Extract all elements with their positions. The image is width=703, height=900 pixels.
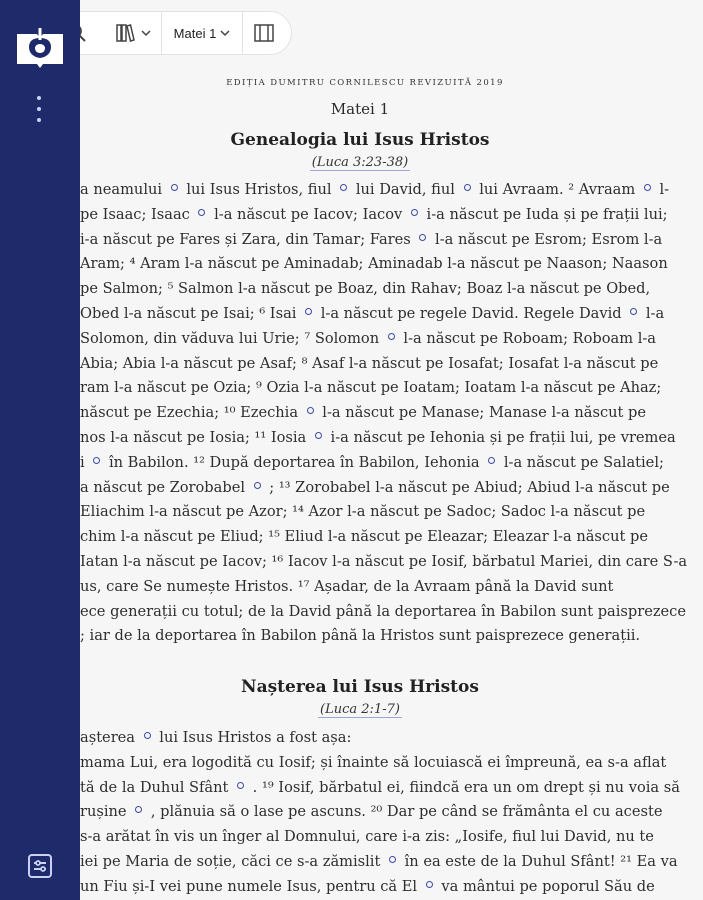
- book-chapter-label: Matei 1: [173, 25, 217, 41]
- footnote-marker-icon[interactable]: [340, 184, 347, 191]
- verse-line: i în Babilon. ¹² După deportarea în Babilon, Iehonia l-a născut pe Salatiel;: [80, 453, 664, 471]
- footnote-marker-icon[interactable]: [488, 457, 495, 464]
- verse-line: iei pe Maria de soție, căci ce s-a zămislit în ea este de la Duhul Sfânt! ²¹ Ea va: [80, 853, 678, 870]
- verse-line: pe Isaac; Isaac l-a născut pe Iacov; Iacov i-a născut pe Iuda și pe frații lui;: [80, 205, 668, 223]
- versions-button[interactable]: [115, 22, 151, 44]
- footnote-marker-icon[interactable]: [419, 234, 426, 241]
- verse-line: ram l-a născut pe Ozia; ⁹ Ozia l-a născut pe Ioatam; Ioatam l-a născut pe Ahaz;: [80, 379, 662, 397]
- footnote-marker-icon[interactable]: [307, 407, 314, 414]
- section-heading: Genealogia lui Isus Hristos: [230, 130, 490, 150]
- footnote-marker-icon[interactable]: [171, 184, 178, 191]
- verse-line: un Fiu și-I vei pune numele Isus, pentru că El va mântui pe poporul Său de: [80, 877, 655, 895]
- footnote-marker-icon[interactable]: [93, 457, 100, 464]
- section-reference-link[interactable]: (Luca 2:1-7): [320, 702, 400, 717]
- verse-line: Aram; ⁴ Aram l-a născut pe Aminadab; Aminadab l-a născut pe Naason; Naason: [80, 255, 668, 273]
- verse-line: Obed l-a născut pe Isai; ⁶ Isai l-a născut pe regele David. Regele David l-a: [80, 305, 665, 322]
- footnote-marker-icon[interactable]: [388, 333, 395, 340]
- verse-line: Abia; Abia l-a născut pe Asaf; ⁸ Asaf l-a născut pe Iosafat; Iosafat l-a născut pe: [80, 354, 659, 372]
- reader-toolbar: [52, 11, 292, 55]
- footnote-marker-icon[interactable]: [305, 308, 312, 315]
- chevron-down-icon: [141, 28, 151, 38]
- verse-line: rușine , plănuia să o lase pe ascuns. ²⁰ Dar pe când se frământa el cu aceste: [80, 803, 663, 821]
- verse-line: nos l-a născut pe Iosia; ¹¹ Iosia i-a născut pe Iehonia și pe frații lui, pe vremea: [80, 429, 676, 446]
- edition-title: EDIȚIA DUMITRU CORNILESCU REVIZUITĂ 2019: [226, 78, 504, 88]
- footnote-marker-icon[interactable]: [411, 209, 418, 216]
- footnote-marker-icon[interactable]: [315, 432, 322, 439]
- bible-reader: [80, 0, 703, 900]
- chevron-down-icon: [220, 28, 230, 38]
- verse-line: tă de la Duhul Sfânt . ¹⁹ Iosif, bărbatul ei, fiindcă era un om drept și nu voia să: [80, 778, 680, 796]
- verse-line: a neamului lui Isus Hristos, fiul lui David, fiul lui Avraam. ² Avraam l-: [80, 181, 670, 198]
- footnote-marker-icon[interactable]: [464, 184, 471, 191]
- verse-line: ece generații cu totul; de la David până la deportarea în Babilon sunt paisprezece: [80, 602, 686, 620]
- verse-line: ; iar de la deportarea în Babilon până la Hristos sunt paisprezece generații.: [80, 627, 641, 645]
- verse-line: us, care Se numește Hristos. ¹⁷ Așadar, de la Avraam până la David sunt: [80, 577, 614, 595]
- settings-sliders-icon[interactable]: [26, 852, 54, 880]
- footnote-marker-icon[interactable]: [237, 782, 244, 789]
- section-reference-link[interactable]: (Luca 3:23-38): [311, 155, 409, 170]
- left-sidebar: [0, 0, 80, 900]
- parallel-view-icon[interactable]: [253, 22, 275, 44]
- verse-line: Solomon, din văduva lui Urie; ⁷ Solomon l-a născut pe Roboam; Roboam l-a: [80, 329, 657, 347]
- verse-line: pe Salmon; ⁵ Salmon l-a născut pe Boaz, din Rahav; Boaz l-a născut pe Obed,: [80, 280, 651, 298]
- footnote-marker-icon[interactable]: [198, 209, 205, 216]
- footnote-marker-icon[interactable]: [426, 881, 433, 888]
- more-options-icon[interactable]: [33, 96, 45, 122]
- verse-line: așterea lui Isus Hristos a fost așa:: [80, 729, 352, 746]
- verse-line: a născut pe Zorobabel ; ¹³ Zorobabel l-a născut pe Abiud; Abiud l-a născut pe: [80, 478, 670, 496]
- section-heading: Nașterea lui Isus Hristos: [241, 677, 479, 697]
- footnote-marker-icon[interactable]: [630, 308, 637, 315]
- footnote-marker-icon[interactable]: [135, 806, 142, 813]
- verse-line: Eliachim l-a născut pe Azor; ¹⁴ Azor l-a născut pe Sadoc; Sadoc l-a născut pe: [80, 503, 646, 521]
- footnote-marker-icon[interactable]: [389, 856, 396, 863]
- verse-line: Iatan l-a născut pe Iacov; ¹⁶ Iacov l-a născut pe Iosif, bărbatul Mariei, din care S-a: [80, 553, 688, 570]
- verse-line: mama Lui, era logodită cu Iosif; și înainte să locuiască ei împreună, ea s-a aflat: [80, 753, 667, 771]
- chapter-title: Matei 1: [330, 100, 390, 118]
- verse-line: s-a arătat în vis un înger al Domnului, care i-a zis: „Iosife, fiul lui David, nu te: [80, 828, 654, 846]
- books-icon: [115, 22, 137, 44]
- bible-app-logo-icon[interactable]: [13, 24, 67, 70]
- verse-line: i-a născut pe Fares și Zara, din Tamar; Fares l-a născut pe Esrom; Esrom l-a: [80, 230, 663, 248]
- footnote-marker-icon[interactable]: [254, 482, 261, 489]
- verse-line: născut pe Ezechia; ¹⁰ Ezechia l-a născut pe Manase; Manase l-a născut pe: [80, 404, 647, 422]
- book-chapter-selector[interactable]: [161, 12, 243, 54]
- footnote-marker-icon[interactable]: [644, 184, 651, 191]
- footnote-marker-icon[interactable]: [144, 732, 151, 739]
- verse-line: chim l-a născut pe Eliud; ¹⁵ Eliud l-a născut pe Eleazar; Eleazar l-a născut pe: [80, 528, 648, 546]
